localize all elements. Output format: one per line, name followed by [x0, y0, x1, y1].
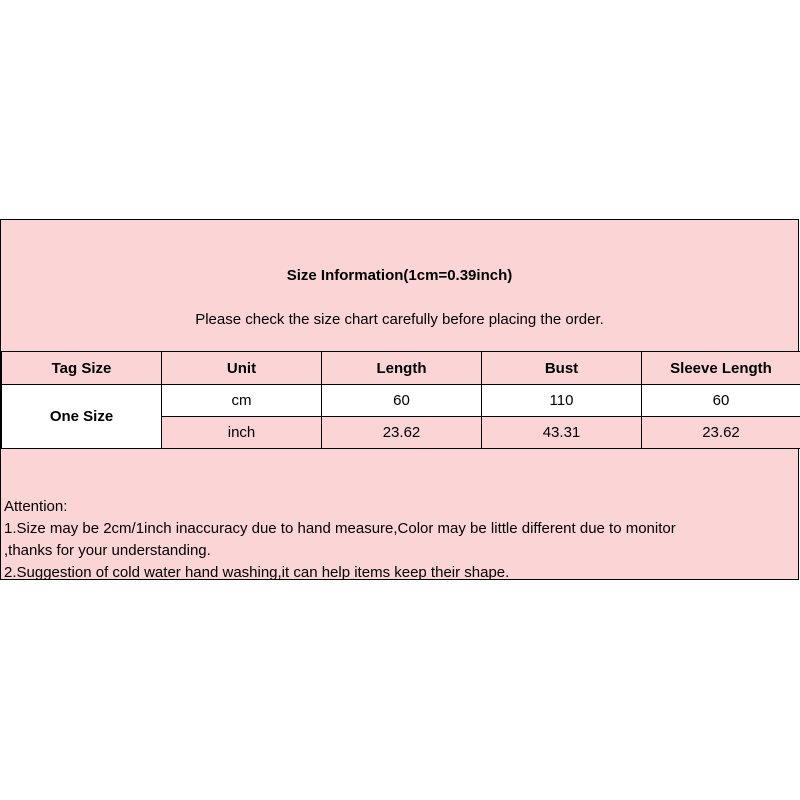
column-header-bust: Bust [482, 352, 642, 385]
column-header-tag-size: Tag Size [2, 352, 162, 385]
attention-line-1: 1.Size may be 2cm/1inch inaccuracy due to hand measure,Color may be little different due to monitor [4, 520, 676, 537]
column-header-unit: Unit [162, 352, 322, 385]
table-header-row [2, 352, 800, 385]
table-row [2, 385, 800, 417]
tag-size-cell: One Size [2, 385, 162, 449]
sleeve-length-cell: 23.62 [642, 417, 800, 449]
chart-subtitle: Please check the size chart carefully before placing the order. [195, 311, 604, 328]
attention-heading: Attention: [4, 498, 68, 515]
unit-cell: cm [162, 385, 322, 417]
bust-cell: 110 [482, 385, 642, 417]
column-header-sleeve-length: Sleeve Length [642, 352, 800, 385]
length-cell: 60 [322, 385, 482, 417]
chart-title: Size Information(1cm=0.39inch) [286, 267, 513, 284]
unit-cell: inch [162, 417, 322, 449]
bust-cell: 43.31 [482, 417, 642, 449]
attention-line-2: ,thanks for your understanding. [4, 542, 211, 559]
attention-note [4, 496, 676, 584]
sleeve-length-cell: 60 [642, 385, 800, 417]
column-header-length: Length [322, 352, 482, 385]
length-cell: 23.62 [322, 417, 482, 449]
size-chart-panel [0, 219, 799, 580]
attention-line-3: 2.Suggestion of cold water hand washing,it can help items keep their shape. [4, 564, 510, 581]
size-table [1, 351, 800, 449]
